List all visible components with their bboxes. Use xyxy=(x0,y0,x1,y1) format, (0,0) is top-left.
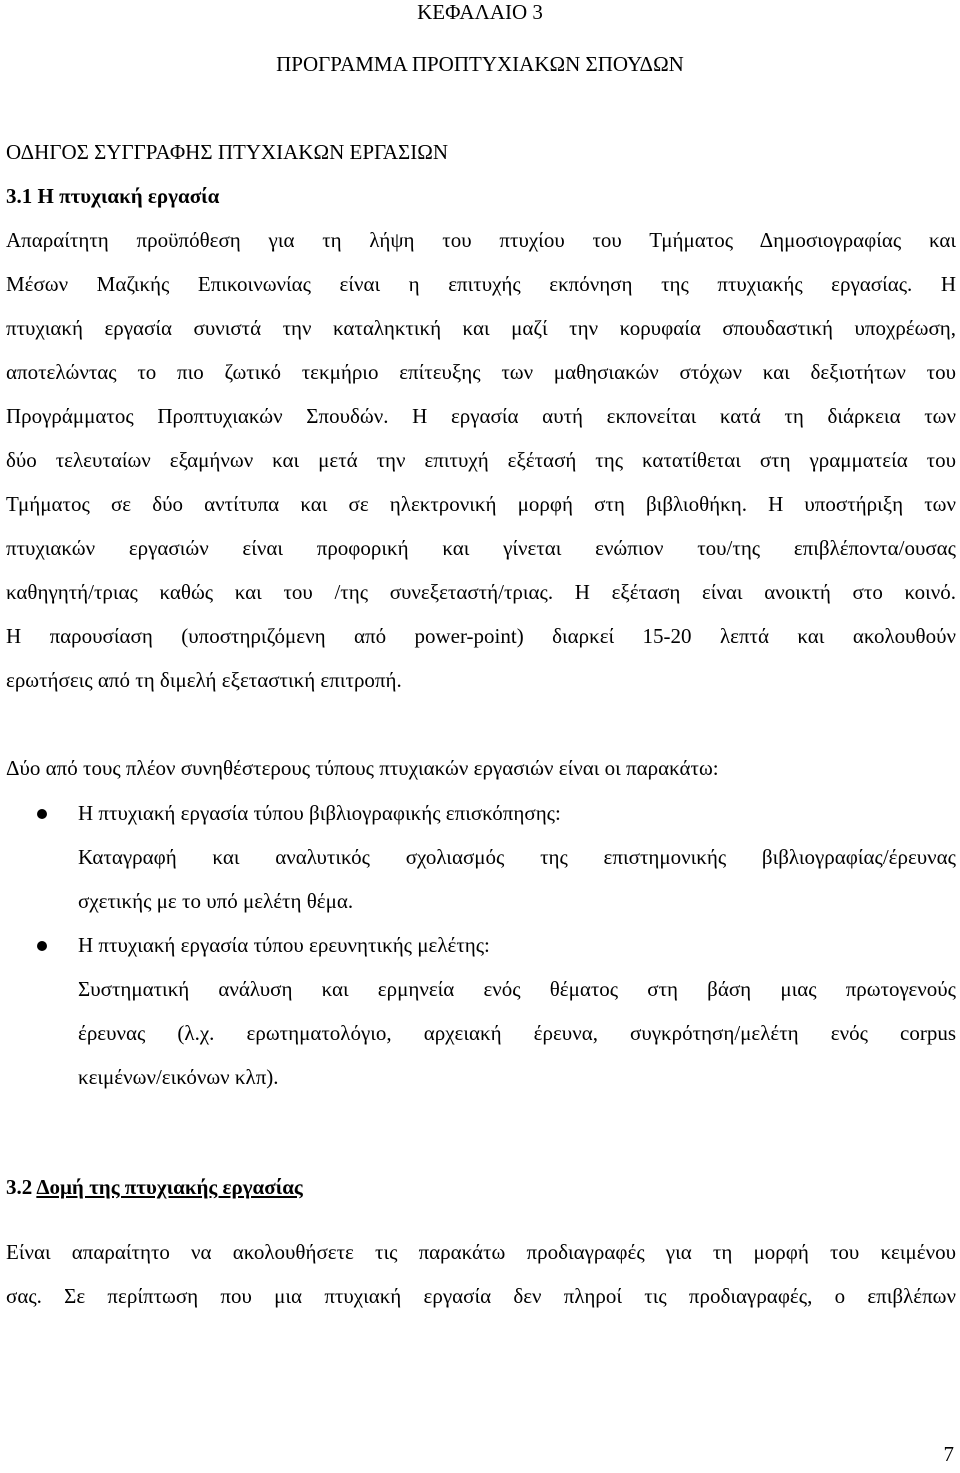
paragraph-line: Η παρουσίαση (υποστηριζόμενη από power-point) διαρκεί 15-20 λεπτά και ακολουθούν xyxy=(6,624,956,648)
list-item-title: Η πτυχιακή εργασία τύπου ερευνητικής μελέτης: xyxy=(78,933,490,957)
section-2-title: Δομή της πτυχιακής εργασίας xyxy=(36,1175,303,1199)
section-2-number: 3.2 xyxy=(6,1175,37,1199)
list-item-title: Η πτυχιακή εργασία τύπου βιβλιογραφικής επισκόπησης: xyxy=(78,801,561,825)
section-2-heading xyxy=(6,1173,956,1201)
paragraph-line: Προγράμματος Προπτυχιακών Σπουδών. Η εργασία αυτή εκπονείται κατά τη διάρκεια των xyxy=(6,404,956,428)
list-item-desc-line: έρευνας (λ.χ. ερωτηματολόγιο, αρχειακή έρευνα, συγκρότηση/μελέτη ενός corpus xyxy=(78,1021,956,1045)
paragraph-line: ερωτήσεις από τη διμελή εξεταστική επιτροπή. xyxy=(6,668,402,692)
section-1-heading: 3.1 Η πτυχιακή εργασία xyxy=(6,184,220,208)
guide-title: ΟΔΗΓΟΣ ΣΥΓΓΡΑΦΗΣ ΠΤΥΧΙΑΚΩΝ ΕΡΓΑΣΙΩΝ xyxy=(6,140,449,164)
paragraph-line: Απαραίτητη προϋπόθεση για τη λήψη του πτυχίου του Τμήματος Δημοσιογραφίας και xyxy=(6,228,956,252)
paragraph-line: Τμήματος σε δύο αντίτυπα και σε ηλεκτρονική μορφή στη βιβλιοθήκη. Η υποστήριξη των xyxy=(6,492,956,516)
paragraph-line: αποτελώντας το πιο ζωτικό τεκμήριο επίτευξης των μαθησιακών στόχων και δεξιοτήτων του xyxy=(6,360,956,384)
paragraph-line: δύο τελευταίων εξαμήνων και μετά την επιτυχή εξέτασή της κατατίθεται στη γραμματεία του xyxy=(6,448,956,472)
bullet-icon xyxy=(37,941,47,951)
chapter-label: ΚΕΦΑΛΑΙΟ 3 xyxy=(417,0,543,24)
list-item-desc-line: Καταγραφή και αναλυτικός σχολιασμός της επιστημονικής βιβλιογραφίας/έρευνας xyxy=(78,845,956,869)
chapter-title: ΠΡΟΓΡΑΜΜΑ ΠΡΟΠΤΥΧΙΑΚΩΝ ΣΠΟΥΔΩΝ xyxy=(276,52,684,76)
paragraph-line: σας. Σε περίπτωση που μια πτυχιακή εργασία δεν πληροί τις προδιαγραφές, ο επιβλέπων xyxy=(6,1284,956,1308)
paragraph-line: Μέσων Μαζικής Επικοινωνίας είναι η επιτυχής εκπόνηση της πτυχιακής εργασίας. Η xyxy=(6,272,956,296)
bullet-icon xyxy=(37,809,47,819)
paragraph-line: καθηγητή/τριας καθώς και του /της συνεξεταστή/τριας. Η εξέταση είναι ανοικτή στο κοινό. xyxy=(6,580,956,604)
list-item-desc-line: κειμένων/εικόνων κλπ). xyxy=(78,1065,279,1089)
list-item-desc-line: Συστηματική ανάλυση και ερμηνεία ενός θέματος στη βάση μιας πρωτογενούς xyxy=(78,977,956,1001)
page-number: 7 xyxy=(943,1442,954,1466)
paragraph-line: Είναι απαραίτητο να ακολουθήσετε τις παρακάτω προδιαγραφές για τη μορφή του κειμένου xyxy=(6,1240,956,1264)
list-item-desc-line: σχετικής με το υπό μελέτη θέμα. xyxy=(78,889,354,913)
paragraph-line: πτυχιακή εργασία συνιστά την καταληκτική και μαζί την κορυφαία σπουδαστική υποχρέωση, xyxy=(6,316,956,340)
paragraph-line: πτυχιακών εργασιών είναι προφορική και γίνεται ενώπιον του/της επιβλέποντα/ουσας xyxy=(6,536,956,560)
types-intro: Δύο από τους πλέον συνηθέστερους τύπους πτυχιακών εργασιών είναι οι παρακάτω: xyxy=(6,756,719,780)
